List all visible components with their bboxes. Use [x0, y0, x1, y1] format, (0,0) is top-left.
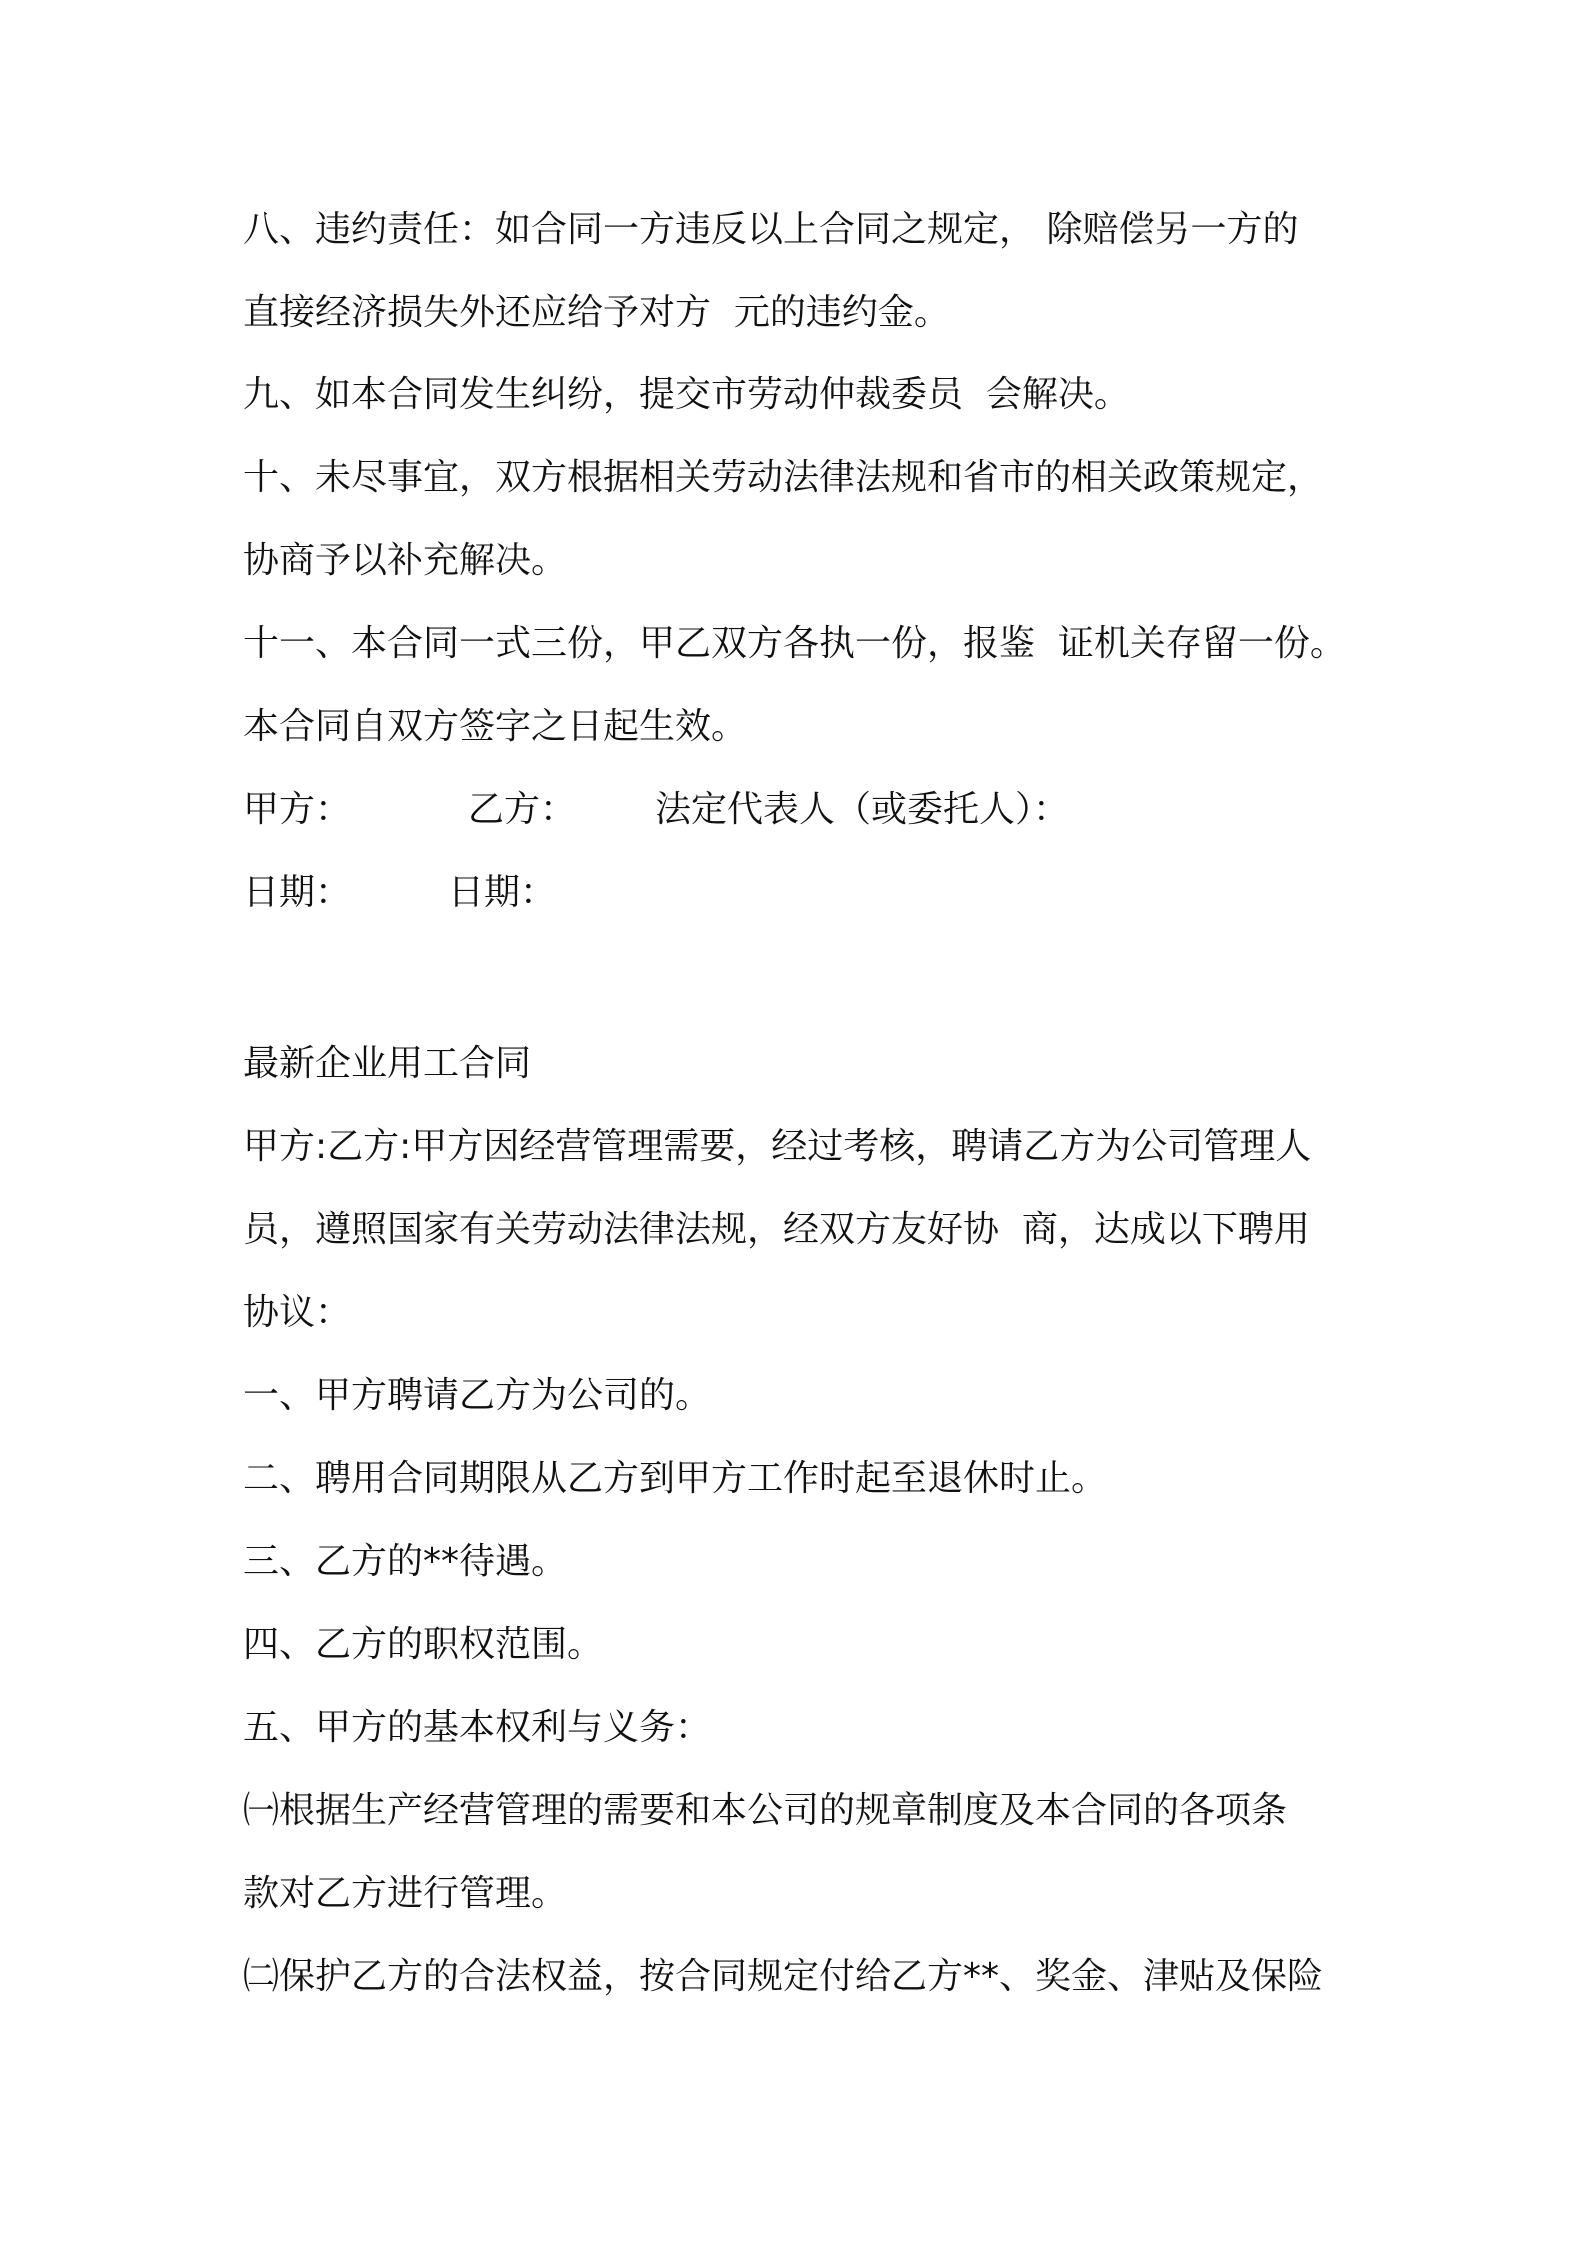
clause-5-1-line-2: 款对乙方进行管理。 [243, 1873, 568, 1914]
party-a-date-label: 日期： [243, 872, 352, 913]
intro-line-2: 员，遵照国家有关劳动法律法规，经双方友好协 商，达成以下聘用 [243, 1209, 1310, 1250]
clause-3: 三、乙方的**待遇。 [243, 1541, 568, 1582]
clause-11-line-1: 十一、本合同一式三份，甲乙双方各执一份，报鉴 证机关存留一份。 [243, 623, 1346, 664]
clause-2: 二、聘用合同期限从乙方到甲方工作时起至退休时止。 [243, 1458, 1108, 1499]
party-a-signature-label: 甲方： [243, 789, 352, 830]
party-b-date-label: 日期： [448, 872, 557, 913]
intro-line-3: 协议： [243, 1292, 352, 1333]
clause-9: 九、如本合同发生纠纷，提交市劳动仲裁委员 会解决。 [243, 374, 1130, 415]
clause-10-line-2: 协商予以补充解决。 [243, 540, 568, 581]
clause-5-2-line-1: ㈡保护乙方的合法权益，按合同规定付给乙方**、奖金、津贴及保险 [243, 1956, 1324, 1997]
intro-line-1: 甲方:乙方:甲方因经营管理需要，经过考核，聘请乙方为公司管理人 [243, 1126, 1312, 1167]
clause-5-1-line-1: ㈠根据生产经营管理的需要和本公司的规章制度及本合同的各项条 [243, 1790, 1288, 1831]
clause-8-line-2: 直接经济损失外还应给予对方 元的违约金。 [243, 292, 950, 333]
clause-8-line-1: 八、违约责任：如合同一方违反以上合同之规定， 除赔偿另一方的 [243, 209, 1299, 250]
clause-11-line-2: 本合同自双方签字之日起生效。 [243, 706, 748, 747]
party-b-signature-label: 乙方： [468, 789, 577, 830]
contract-title: 最新企业用工合同 [243, 1043, 532, 1084]
clause-10-line-1: 十、未尽事宜，双方根据相关劳动法律法规和省市的相关政策规定， [243, 457, 1324, 498]
clause-5: 五、甲方的基本权利与义务： [243, 1707, 712, 1748]
clause-1: 一、甲方聘请乙方为公司的。 [243, 1375, 712, 1416]
clause-4: 四、乙方的职权范围。 [243, 1624, 604, 1665]
legal-representative-label: 法定代表人（或委托人）： [655, 789, 1070, 830]
